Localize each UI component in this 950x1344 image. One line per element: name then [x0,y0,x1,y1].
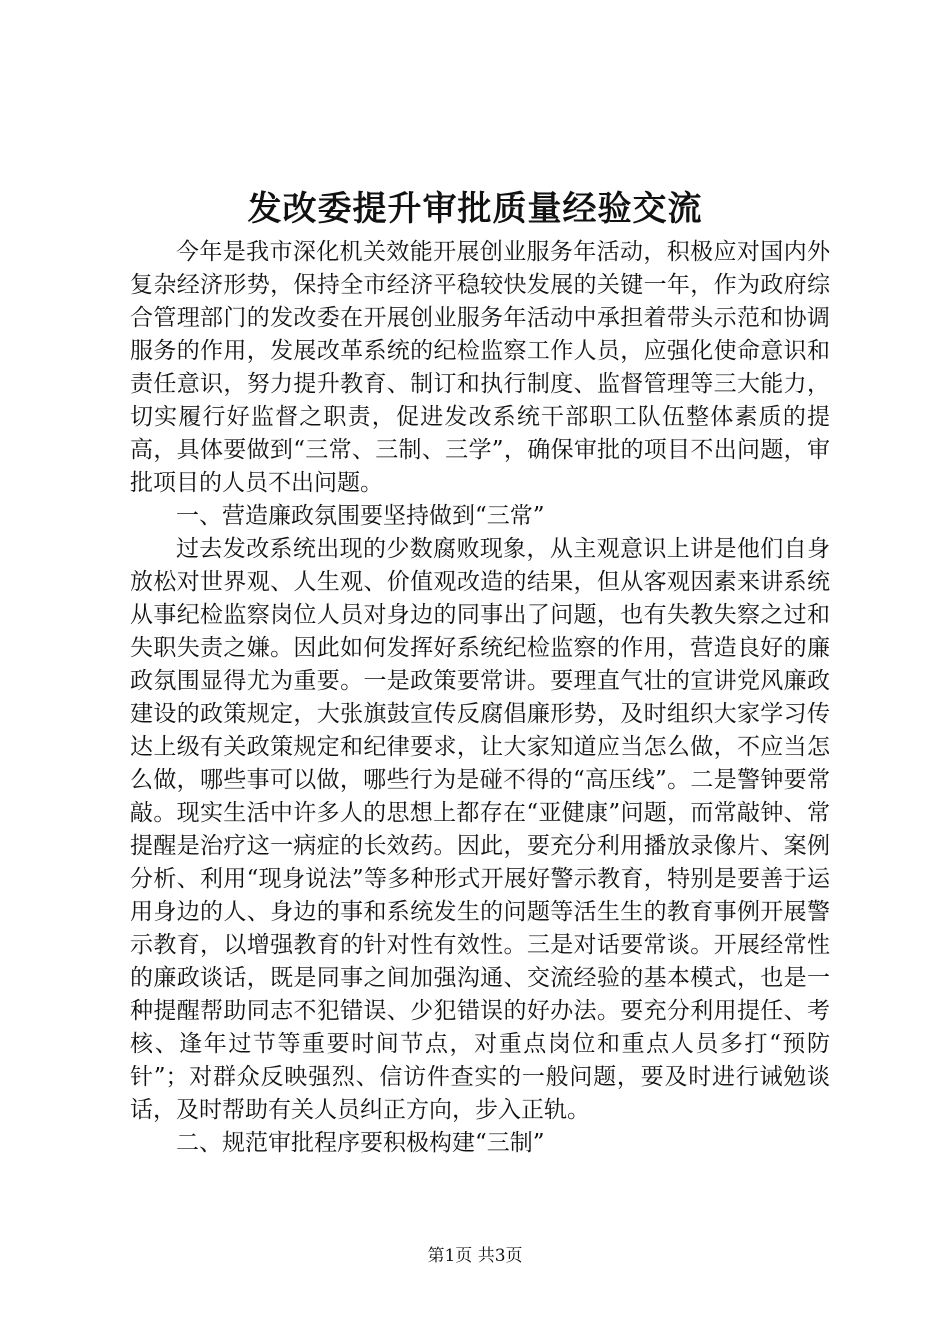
section-heading-2: 二、规范审批程序要积极构建“三制” [176,1130,545,1156]
section-heading-1: 一、营造廉政氛围要坚持做到“三常” [176,503,545,529]
paragraph-section-1: 过去发改系统出现的少数腐败现象，从主观意识上讲是他们自身放松对世界观、人生观、价值观改造的结果，但从客观因素来讲系统从事纪检监察岗位人员对身边的同事出了问题，也有失教失察之过和失职失责之嫌。因此如何发挥好系统纪检监察的作用，营造良好的廉政氛围显得尤为重要。一是政策要常讲。要理直气壮的宣讲党风廉政建设的政策规定，大张旗鼓宣传反腐倡廉形势，及时组织大家学习传达上级有关政策规定和纪律要求，让大家知道应当怎么做，不应当怎么做，哪些事可以做，哪些行为是碰不得的“高压线”。二是警钟要常敲。现实生活中许多人的思想上都存在“亚健康”问题，而常敲钟、常提醒是治疗这一病症的长效药。因此，要充分利用播放录像片、案例分析、利用“现身说法”等多种形式开展好警示教育，特别是要善于运用身边的人、身边的事和系统发生的问题等活生生的教育事例开展警示教育，以增强教育的针对性有效性。三是对话要常谈。开展经常性的廉政谈话，既是同事之间加强沟通、交流经验的基本模式，也是一种提醒帮助同志不犯错误、少犯错误的好办法。要充分利用提任、考核、逢年过节等重要时间节点，对重点岗位和重点人员多打“预防针”；对群众反映强烈、信访件查实的一般问题，要及时进行诫勉谈话，及时帮助有关人员纠正方向，步入正轨。 [130,536,830,1123]
document-body [130,236,830,1160]
page-footer: 第1页 共3页 [427,1246,523,1266]
paragraph-intro: 今年是我市深化机关效能开展创业服务年活动，积极应对国内外复杂经济形势，保持全市经济平稳较快发展的关键一年，作为政府综合管理部门的发改委在开展创业服务年活动中承担着带头示范和协调服务的作用，发展改革系统的纪检监察工作人员，应强化使命意识和责任意识，努力提升教育、制订和执行制度、监督管理等三大能力，切实履行好监督之职责，促进发改系统干部职工队伍整体素质的提高，具体要做到“三常、三制、三学”，确保审批的项目不出问题，审批项目的人员不出问题。 [130,239,830,496]
document-title: 发改委提升审批质量经验交流 [247,189,703,229]
